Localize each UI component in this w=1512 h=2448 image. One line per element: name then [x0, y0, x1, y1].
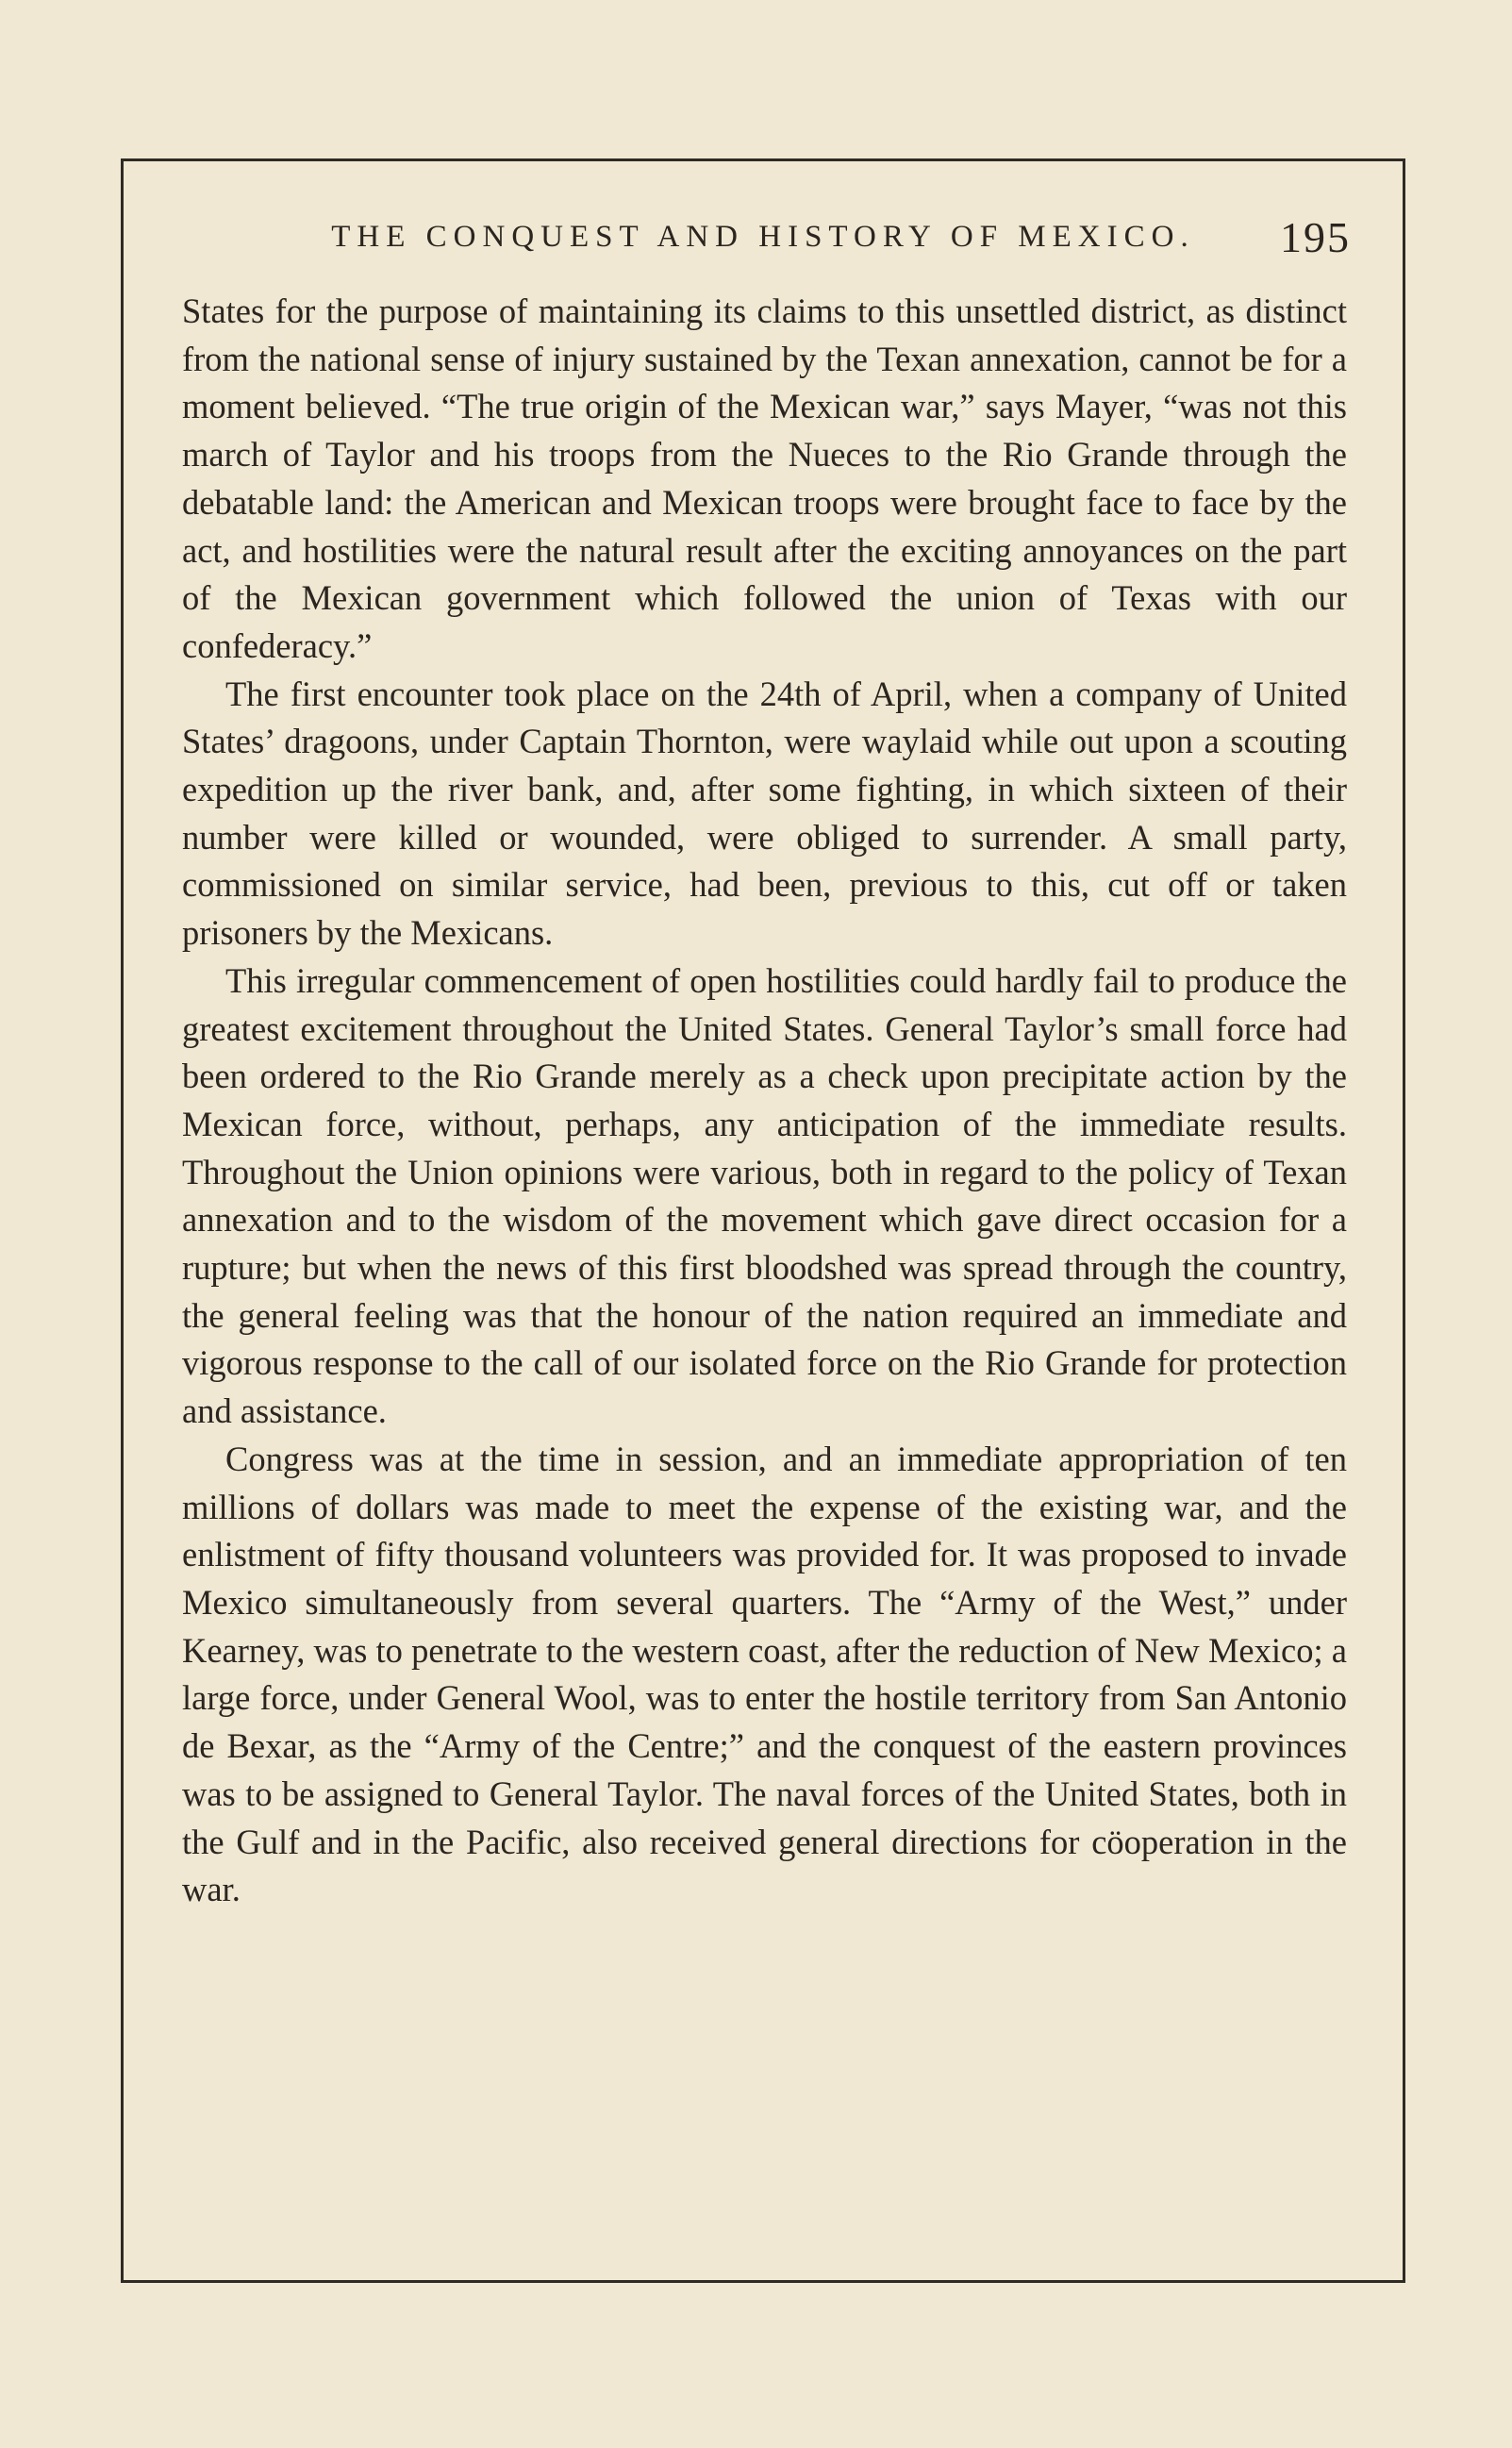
running-title: THE CONQUEST AND HISTORY OF MEXICO.: [331, 220, 1195, 254]
paragraph-first-encounter: The first encounter took place on the 24th of April, when a company of United States’ dragoons, under Captain Thornton, were waylaid while out upon a scouting expedition up the river bank, and, after some fighting, in which sixteen of their number were killed or wounded, were obliged to surrender. A small party, commissioned on similar service, had been, previous to this, cut off or taken prisoners by the Mexicans.: [182, 674, 1347, 953]
page-number: 195: [1280, 213, 1351, 261]
running-head: [124, 213, 1403, 276]
paragraph-congress: Congress was at the time in session, and an immediate appropriation of ten millions of dollars was made to meet the expense of the existing war, and the enlistment of fifty thousand volunteers was provided for. It was proposed to invade Mexico simultaneously from several quarters. The “Army of the West,” under Kearney, was to penetrate to the western coast, after the reduction of New Mexico; a large force, under General Wool, was to enter the hostile territory from San Antonio de Bexar, as the “Army of the Centre;” and the conquest of the eastern provinces was to be assigned to General Taylor. The naval forces of the United States, both in the Gulf and in the Pacific, also received general directions for cöoperation in the war.: [182, 1439, 1347, 1909]
paragraph-continued: States for the purpose of maintaining its claims to this unsettled district, as distinct from the national sense of injury sustained by the Texan annexation, cannot be for a moment believed. “The true origin of the Mexican war,” says Mayer, “was not this march of Taylor and his troops from the Nueces to the Rio Grande through the debatable land: the American and Mexican troops were brought face to face by the act, and hostilities were the natural result after the exciting annoyances on the part of the Mexican government which followed the union of Texas with our confederacy.”: [182, 291, 1347, 665]
page-frame: [121, 158, 1405, 2283]
body-text: [182, 288, 1347, 1914]
paragraph-irregular-commencement: This irregular commencement of open hostilities could hardly fail to produce the greatest excitement throughout the United States. General Taylor’s small force had been ordered to the Rio Grande merely as a check upon precipitate action by the Mexican force, without, perhaps, any anticipation of the immediate results. Throughout the Union opinions were various, both in regard to the policy of Texan annexation and to the wisdom of the movement which gave direct occasion for a rupture; but when the news of this first bloodshed was spread through the country, the general feeling was that the honour of the nation required an immediate and vigorous response to the call of our isolated force on the Rio Grande for protection and assistance.: [182, 960, 1347, 1431]
